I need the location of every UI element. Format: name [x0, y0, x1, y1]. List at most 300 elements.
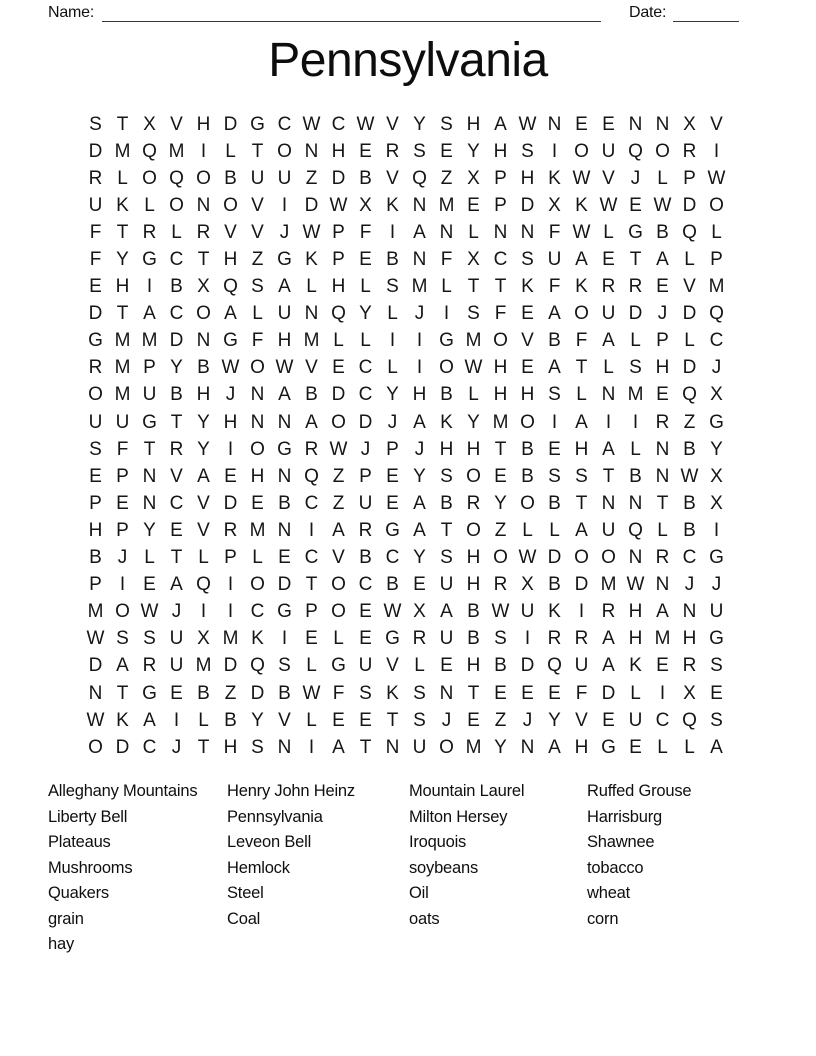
- grid-letter: S: [89, 113, 102, 135]
- word-list-item: Alleghany Mountains: [48, 782, 198, 800]
- grid-letter: B: [467, 601, 480, 623]
- grid-letter: T: [197, 249, 210, 271]
- grid-letter: V: [251, 194, 264, 216]
- grid-letter: G: [385, 628, 400, 650]
- grid-letter: U: [358, 655, 373, 677]
- grid-letter: N: [277, 736, 292, 758]
- word-list-item: Leveon Bell: [227, 833, 312, 851]
- grid-letter: I: [416, 330, 423, 352]
- grid-letter: K: [386, 194, 399, 216]
- grid-letter: O: [520, 411, 535, 433]
- grid-letter: B: [683, 492, 696, 514]
- grid-letter: B: [548, 574, 561, 596]
- grid-letter: H: [223, 736, 238, 758]
- grid-letter: B: [656, 221, 669, 243]
- grid-letter: L: [252, 547, 263, 569]
- grid-letter: E: [359, 628, 372, 650]
- grid-letter: M: [411, 276, 428, 298]
- grid-letter: G: [277, 438, 292, 460]
- grid-letter: V: [170, 465, 183, 487]
- grid-letter: R: [655, 411, 670, 433]
- grid-letter: R: [628, 276, 643, 298]
- grid-letter: H: [196, 384, 211, 406]
- grid-letter: O: [250, 438, 265, 460]
- grid-letter: U: [709, 601, 724, 623]
- grid-letter: I: [551, 140, 558, 162]
- grid-letter: S: [440, 465, 453, 487]
- grid-letter: R: [682, 655, 697, 677]
- grid-letter: U: [547, 249, 562, 271]
- grid-letter: O: [574, 547, 589, 569]
- grid-letter: W: [86, 709, 105, 731]
- grid-letter: E: [656, 655, 669, 677]
- grid-letter: K: [548, 601, 561, 623]
- grid-letter: Q: [412, 167, 427, 189]
- grid-letter: G: [277, 249, 292, 271]
- grid-letter: S: [521, 140, 534, 162]
- grid-letter: E: [629, 736, 642, 758]
- grid-letter: O: [88, 736, 103, 758]
- grid-letter: E: [656, 384, 669, 406]
- grid-letter: B: [683, 519, 696, 541]
- grid-letter: L: [144, 547, 155, 569]
- grid-letter: O: [223, 194, 238, 216]
- grid-letter: I: [443, 303, 450, 325]
- grid-letter: A: [305, 411, 318, 433]
- grid-letter: I: [146, 276, 153, 298]
- grid-letter: E: [494, 465, 507, 487]
- grid-letter: P: [89, 574, 102, 596]
- grid-letter: M: [465, 330, 482, 352]
- grid-letter: Y: [251, 709, 264, 731]
- word-list-item: Mushrooms: [48, 858, 133, 877]
- grid-letter: H: [628, 601, 643, 623]
- grid-letter: R: [358, 519, 373, 541]
- grid-letter: S: [575, 465, 588, 487]
- grid-letter: R: [196, 221, 211, 243]
- grid-letter: R: [655, 547, 670, 569]
- grid-letter: U: [601, 140, 616, 162]
- grid-letter: A: [413, 221, 426, 243]
- grid-letter: Y: [467, 140, 480, 162]
- grid-letter: A: [170, 574, 183, 596]
- grid-letter: Y: [494, 736, 507, 758]
- grid-letter: C: [493, 249, 508, 271]
- grid-letter: H: [115, 276, 130, 298]
- grid-letter: P: [359, 465, 372, 487]
- grid-letter: N: [304, 140, 319, 162]
- grid-letter: J: [630, 167, 641, 189]
- grid-letter: E: [278, 547, 291, 569]
- grid-letter: U: [601, 303, 616, 325]
- grid-letter: S: [548, 465, 561, 487]
- word-list-item: grain: [48, 909, 84, 928]
- grid-letter: K: [251, 628, 264, 650]
- grid-letter: W: [86, 628, 105, 650]
- grid-letter: K: [116, 194, 129, 216]
- grid-letter: S: [386, 276, 399, 298]
- grid-letter: T: [467, 682, 480, 704]
- grid-letter: A: [413, 492, 426, 514]
- grid-letter: I: [281, 628, 288, 650]
- grid-letter: L: [576, 384, 587, 406]
- grid-letter: T: [629, 249, 642, 271]
- grid-letter: E: [602, 709, 615, 731]
- grid-letter: I: [551, 411, 558, 433]
- grid-letter: I: [713, 519, 720, 541]
- grid-letter: Y: [413, 465, 426, 487]
- word-list-item: Mountain Laurel: [409, 782, 525, 800]
- grid-letter: H: [250, 465, 265, 487]
- grid-letter: X: [521, 574, 534, 596]
- grid-letter: N: [304, 303, 319, 325]
- grid-letter: X: [683, 113, 696, 135]
- word-list-item: Milton Hersey: [409, 807, 508, 826]
- grid-letter: H: [574, 736, 589, 758]
- grid-letter: W: [572, 167, 591, 189]
- grid-letter: S: [467, 303, 480, 325]
- grid-letter: T: [305, 574, 318, 596]
- grid-letter: U: [520, 601, 535, 623]
- grid-letter: G: [709, 628, 724, 650]
- grid-letter: S: [440, 113, 453, 135]
- grid-letter: I: [389, 221, 396, 243]
- grid-letter: L: [333, 330, 344, 352]
- grid-letter: U: [277, 303, 292, 325]
- grid-letter: E: [467, 194, 480, 216]
- grid-letter: W: [356, 113, 375, 135]
- grid-letter: E: [359, 249, 372, 271]
- grid-letter: W: [329, 194, 348, 216]
- grid-letter: E: [332, 357, 345, 379]
- grid-letter: D: [88, 140, 103, 162]
- grid-letter: A: [710, 736, 723, 758]
- grid-letter: H: [493, 140, 508, 162]
- grid-letter: A: [440, 601, 453, 623]
- grid-letter: Q: [682, 221, 697, 243]
- grid-letter: C: [682, 547, 697, 569]
- grid-letter: T: [251, 140, 264, 162]
- grid-letter: S: [413, 709, 426, 731]
- grid-letter: G: [439, 330, 454, 352]
- grid-letter: T: [575, 492, 588, 514]
- grid-letter: Q: [169, 167, 184, 189]
- grid-letter: R: [88, 167, 103, 189]
- grid-letter: E: [494, 682, 507, 704]
- grid-letter: J: [225, 384, 236, 406]
- grid-letter: F: [440, 249, 453, 271]
- grid-letter: S: [278, 655, 291, 677]
- grid-letter: I: [659, 682, 666, 704]
- grid-letter: R: [385, 140, 400, 162]
- grid-letter: G: [628, 221, 643, 243]
- grid-letter: D: [115, 736, 130, 758]
- word-list-item: Shawnee: [587, 833, 655, 851]
- grid-letter: P: [494, 167, 507, 189]
- grid-letter: S: [116, 628, 129, 650]
- grid-letter: W: [302, 682, 321, 704]
- grid-letter: O: [520, 492, 535, 514]
- grid-letter: C: [331, 113, 346, 135]
- word-list-item: tobacco: [587, 858, 644, 877]
- grid-letter: X: [710, 384, 723, 406]
- grid-letter: N: [682, 601, 697, 623]
- word-list-item: Pennsylvania: [227, 807, 323, 826]
- word-list-item: wheat: [587, 884, 631, 902]
- grid-letter: J: [711, 357, 722, 379]
- grid-letter: F: [89, 221, 102, 243]
- grid-letter: R: [574, 628, 589, 650]
- grid-letter: U: [277, 167, 292, 189]
- grid-letter: O: [466, 465, 481, 487]
- grid-letter: D: [547, 547, 562, 569]
- grid-letter: O: [574, 140, 589, 162]
- grid-letter: F: [332, 682, 345, 704]
- grid-letter: L: [603, 357, 614, 379]
- grid-letter: J: [414, 438, 425, 460]
- grid-letter: H: [439, 438, 454, 460]
- grid-letter: N: [196, 330, 211, 352]
- grid-letter: Y: [197, 438, 210, 460]
- grid-letter: L: [657, 167, 668, 189]
- grid-letter: O: [709, 194, 724, 216]
- grid-letter: P: [494, 194, 507, 216]
- grid-letter: N: [196, 194, 211, 216]
- grid-letter: W: [383, 601, 402, 623]
- grid-letter: N: [547, 113, 562, 135]
- grid-letter: A: [413, 519, 426, 541]
- grid-letter: X: [143, 113, 156, 135]
- grid-letter: B: [359, 167, 372, 189]
- grid-letter: P: [332, 221, 345, 243]
- grid-letter: R: [466, 492, 481, 514]
- grid-letter: O: [196, 303, 211, 325]
- grid-letter: B: [170, 384, 183, 406]
- grid-letter: S: [548, 384, 561, 406]
- grid-letter: B: [386, 249, 399, 271]
- grid-letter: M: [249, 519, 266, 541]
- grid-letter: W: [518, 113, 537, 135]
- grid-letter: R: [682, 140, 697, 162]
- grid-letter: H: [466, 438, 481, 460]
- grid-letter: B: [197, 682, 210, 704]
- grid-letter: S: [413, 140, 426, 162]
- grid-letter: D: [88, 303, 103, 325]
- grid-letter: S: [143, 628, 156, 650]
- grid-letter: J: [387, 411, 398, 433]
- grid-letter: T: [116, 221, 129, 243]
- grid-letter: H: [574, 438, 589, 460]
- grid-letter: E: [170, 682, 183, 704]
- word-list-column: [409, 779, 524, 932]
- grid-letter: I: [308, 519, 315, 541]
- grid-letter: U: [142, 384, 157, 406]
- grid-letter: C: [169, 303, 184, 325]
- grid-letter: H: [493, 384, 508, 406]
- grid-letter: Z: [494, 709, 507, 731]
- grid-letter: E: [440, 140, 453, 162]
- grid-letter: S: [413, 682, 426, 704]
- grid-letter: I: [227, 601, 234, 623]
- grid-letter: S: [629, 357, 642, 379]
- grid-letter: C: [709, 330, 724, 352]
- grid-letter: U: [574, 655, 589, 677]
- grid-letter: O: [331, 574, 346, 596]
- grid-letter: X: [197, 628, 210, 650]
- grid-letter: D: [304, 194, 319, 216]
- grid-letter: H: [466, 655, 481, 677]
- grid-letter: J: [414, 303, 425, 325]
- word-list-item: Liberty Bell: [48, 807, 128, 826]
- grid-letter: L: [549, 519, 560, 541]
- grid-letter: D: [331, 167, 346, 189]
- grid-letter: V: [521, 330, 534, 352]
- grid-letter: A: [548, 357, 561, 379]
- word-list-item: Quakers: [48, 884, 109, 902]
- grid-letter: W: [491, 601, 510, 623]
- grid-letter: C: [358, 574, 373, 596]
- grid-letter: E: [359, 601, 372, 623]
- grid-letter: O: [196, 167, 211, 189]
- grid-letter: V: [332, 547, 345, 569]
- grid-letter: L: [333, 628, 344, 650]
- grid-letter: N: [655, 465, 670, 487]
- word-list-item: hay: [48, 935, 75, 953]
- grid-letter: V: [305, 357, 318, 379]
- grid-letter: N: [601, 384, 616, 406]
- grid-letter: Y: [116, 249, 129, 271]
- grid-letter: E: [359, 140, 372, 162]
- grid-letter: I: [281, 194, 288, 216]
- grid-letter: M: [114, 330, 131, 352]
- grid-letter: Y: [197, 411, 210, 433]
- grid-letter: N: [601, 492, 616, 514]
- grid-letter: Q: [709, 303, 724, 325]
- grid-letter: C: [277, 113, 292, 135]
- grid-letter: P: [710, 249, 723, 271]
- grid-letter: F: [548, 276, 561, 298]
- grid-letter: D: [520, 194, 535, 216]
- grid-letter: U: [412, 736, 427, 758]
- word-list-item: Henry John Heinz: [227, 782, 355, 800]
- grid-letter: M: [168, 140, 185, 162]
- grid-letter: M: [141, 330, 158, 352]
- grid-letter: W: [275, 357, 294, 379]
- grid-letter: M: [87, 601, 104, 623]
- grid-letter: Z: [332, 492, 345, 514]
- grid-letter: L: [603, 221, 614, 243]
- grid-letter: E: [116, 492, 129, 514]
- grid-letter: W: [302, 221, 321, 243]
- grid-letter: O: [331, 411, 346, 433]
- grid-letter: N: [250, 411, 265, 433]
- grid-letter: G: [385, 519, 400, 541]
- grid-letter: L: [711, 221, 722, 243]
- grid-letter: S: [521, 249, 534, 271]
- word-list-item: oats: [409, 909, 440, 928]
- grid-letter: Q: [196, 574, 211, 596]
- grid-letter: L: [630, 330, 641, 352]
- grid-letter: W: [518, 547, 537, 569]
- grid-letter: Y: [467, 411, 480, 433]
- grid-letter: V: [683, 276, 696, 298]
- grid-letter: O: [466, 519, 481, 541]
- grid-letter: O: [655, 140, 670, 162]
- grid-letter: P: [656, 330, 669, 352]
- grid-letter: T: [602, 465, 615, 487]
- grid-letter: D: [682, 194, 697, 216]
- grid-letter: T: [440, 519, 453, 541]
- grid-letter: Q: [628, 140, 643, 162]
- grid-letter: E: [440, 655, 453, 677]
- grid-letter: U: [250, 167, 265, 189]
- grid-letter: L: [468, 221, 479, 243]
- grid-letter: V: [224, 221, 237, 243]
- grid-letter: A: [332, 736, 345, 758]
- grid-letter: O: [439, 357, 454, 379]
- grid-letter: B: [197, 357, 210, 379]
- grid-letter: D: [331, 384, 346, 406]
- grid-letter: B: [683, 438, 696, 460]
- grid-letter: L: [630, 438, 641, 460]
- grid-letter: N: [655, 113, 670, 135]
- grid-letter: I: [200, 601, 207, 623]
- grid-letter: A: [656, 249, 669, 271]
- grid-letter: P: [116, 465, 129, 487]
- grid-letter: A: [143, 709, 156, 731]
- grid-letter: D: [682, 357, 697, 379]
- grid-letter: J: [360, 438, 371, 460]
- grid-letter: C: [169, 249, 184, 271]
- grid-letter: D: [169, 330, 184, 352]
- word-search-grid: [82, 111, 730, 761]
- grid-letter: O: [115, 601, 130, 623]
- grid-letter: A: [197, 465, 210, 487]
- grid-letter: W: [140, 601, 159, 623]
- grid-letter: D: [223, 113, 238, 135]
- grid-letter: N: [493, 221, 508, 243]
- grid-letter: G: [277, 601, 292, 623]
- grid-letter: M: [195, 655, 212, 677]
- grid-letter: V: [197, 519, 210, 541]
- grid-letter: U: [628, 709, 643, 731]
- grid-letter: N: [520, 221, 535, 243]
- grid-letter: A: [494, 113, 507, 135]
- grid-letter: S: [359, 682, 372, 704]
- grid-letter: B: [305, 384, 318, 406]
- grid-letter: U: [88, 411, 103, 433]
- name-label: Name:: [48, 4, 95, 21]
- grid-letter: A: [602, 438, 615, 460]
- grid-letter: E: [170, 519, 183, 541]
- grid-letter: L: [657, 736, 668, 758]
- grid-letter: I: [605, 411, 612, 433]
- grid-letter: E: [575, 113, 588, 135]
- grid-letter: A: [602, 330, 615, 352]
- grid-letter: E: [548, 438, 561, 460]
- word-list-column: [587, 779, 691, 932]
- grid-letter: G: [88, 330, 103, 352]
- grid-letter: U: [601, 519, 616, 541]
- grid-letter: R: [142, 221, 157, 243]
- grid-letter: K: [305, 249, 318, 271]
- grid-letter: Q: [223, 276, 238, 298]
- grid-letter: B: [440, 492, 453, 514]
- grid-letter: Y: [413, 547, 426, 569]
- grid-letter: N: [628, 492, 643, 514]
- grid-letter: L: [117, 167, 128, 189]
- grid-letter: W: [221, 357, 240, 379]
